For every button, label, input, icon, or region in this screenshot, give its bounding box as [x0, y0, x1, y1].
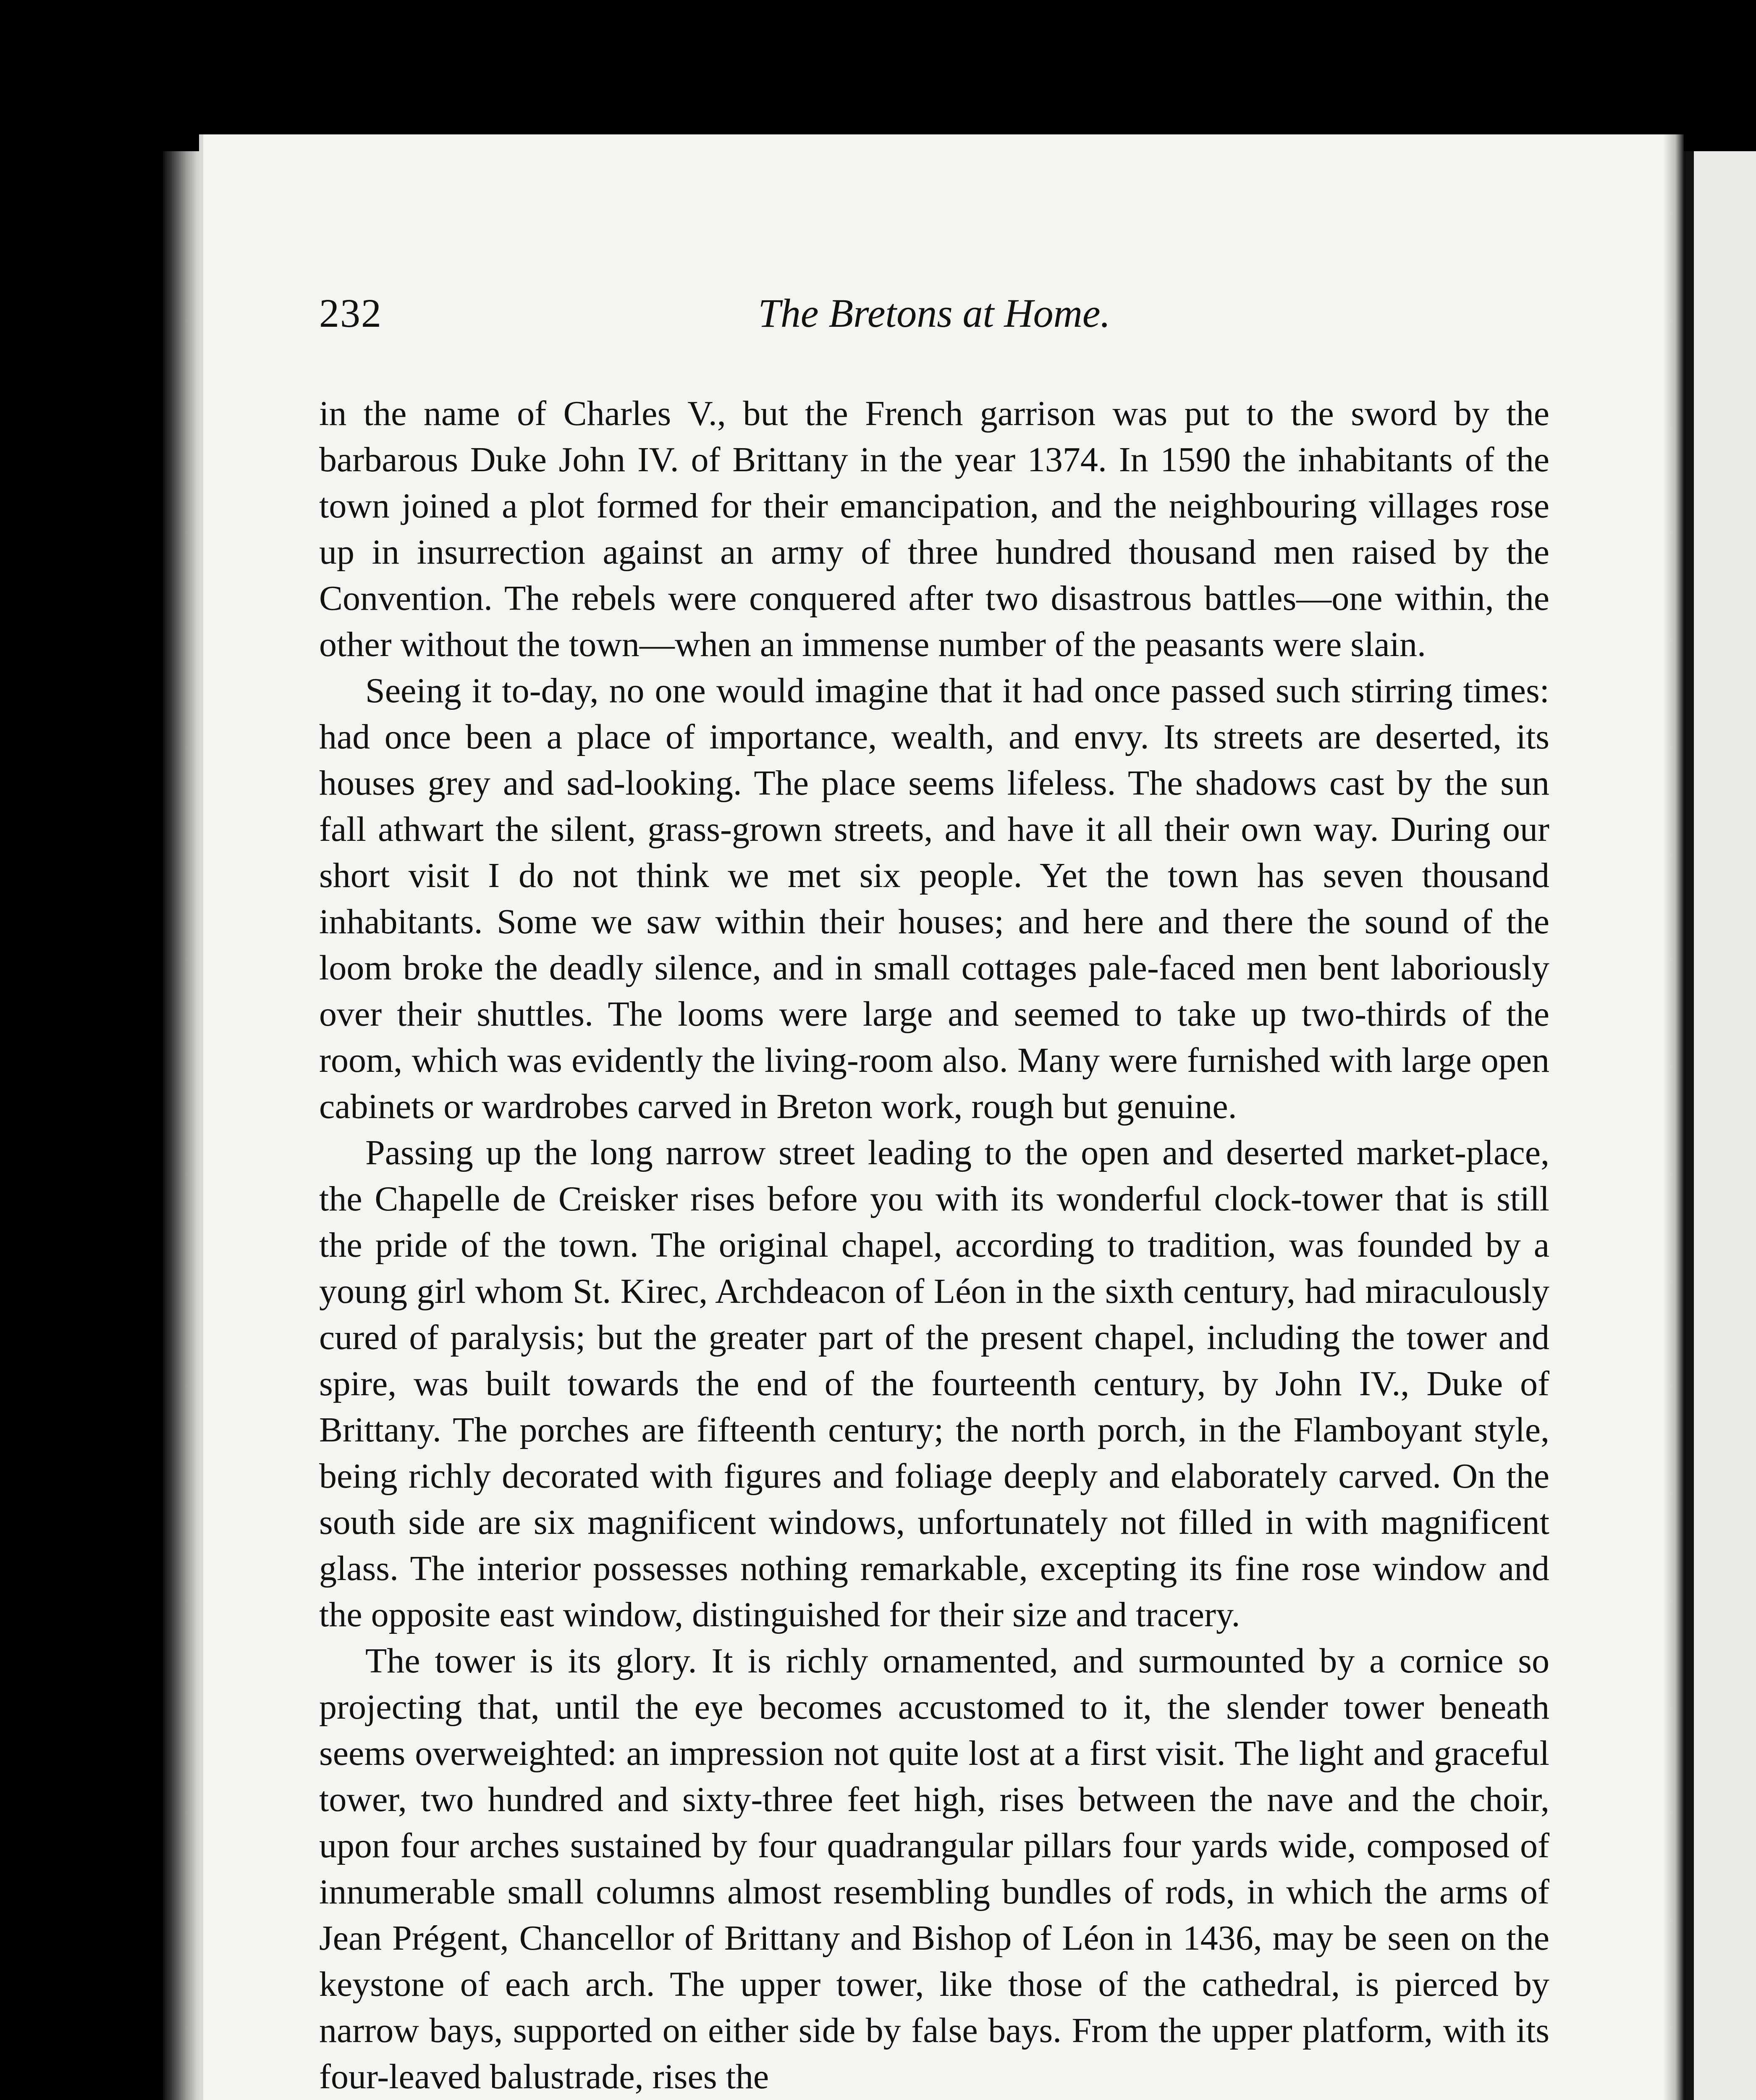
paragraph-2: Seeing it to-day, no one would imagine that it had once passed such stirring times: had once been a place of importance, wealth, and envy. Its streets are deserted, its houses grey and sad-looking. The place seems lifeless. The shadows cast by the sun fall athwart the silent, grass-grown streets, and have it all their own way. During our short visit I do not think we met six people. Yet the town has seven thousand inhabitants. Some we saw within their houses; and here and there the sound of the loom broke the deadly silence, and in small cottages pale-faced men bent laboriously over their shuttles. The looms were large and seemed to take up two-thirds of the room, which was evidently the living-room also. Many were furnished with large open cabinets or wardrobes carved in Breton work, rough but genuine. — [319, 671, 1549, 1126]
page-number: 232 — [319, 291, 382, 336]
book-gutter — [163, 151, 205, 2100]
paragraph-3: Passing up the long narrow street leading to the open and deserted market-place, the Chapelle de Creisker rises before you with its wonderful clock-tower that is still the pride of the town. The original chapel, according to tradition, was founded by a young girl whom St. Kirec, Archdeacon of Léon in the sixth century, had miraculously cured of paralysis; but the greater part of the present chapel, including the tower and spire, was built towards the end of the fourteenth century, by John IV., Duke of Brittany. The porches are fifteenth century; the north porch, in the Flamboyant style, being richly decorated with figures and foliage deeply and elaborately carved. On the south side are six magnificent windows, unfortunately not filled in with magnificent glass. The interior possesses nothing remarkable, excepting its fine rose window and the opposite east window, distinguished for their size and tracery. — [319, 1133, 1549, 1634]
facing-page-edge — [1684, 151, 1756, 2100]
page-body — [319, 391, 1549, 2100]
paragraph-4: The tower is its glory. It is richly ornamented, and surmounted by a cornice so projecting that, until the eye becomes accustomed to it, the slender tower beneath seems overweighted: an impression not quite lost at a first visit. The light and graceful tower, two hundred and sixty-three feet high, rises between the nave and the choir, upon four arches sustained by four quadrangular pillars four yards wide, composed of innumerable small columns almost resembling bundles of rods, in which the arms of Jean Prégent, Chancellor of Brittany and Bishop of Léon in 1436, may be seen on the keystone of each arch. The upper tower, like those of the cathedral, is pierced by narrow bays, supported on either side by false bays. From the upper platform, with its four-leaved balustrade, rises the — [319, 1641, 1549, 2096]
running-title: The Bretons at Home. — [758, 291, 1111, 336]
page-header — [319, 290, 1549, 349]
page-edge-shadow — [1663, 134, 1684, 2100]
paragraph-1: in the name of Charles V., but the French garrison was put to the sword by the barbarous Duke John IV. of Brittany in the year 1374. In 1590 the inhabitants of the town joined a plot formed for their emancipation, and the neighbouring villages rose up in insurrection against an army of three hundred thousand men raised by the Convention. The rebels were conquered after two disastrous battles—one within, the other without the town—when an immense number of the peasants were slain. — [319, 394, 1549, 664]
